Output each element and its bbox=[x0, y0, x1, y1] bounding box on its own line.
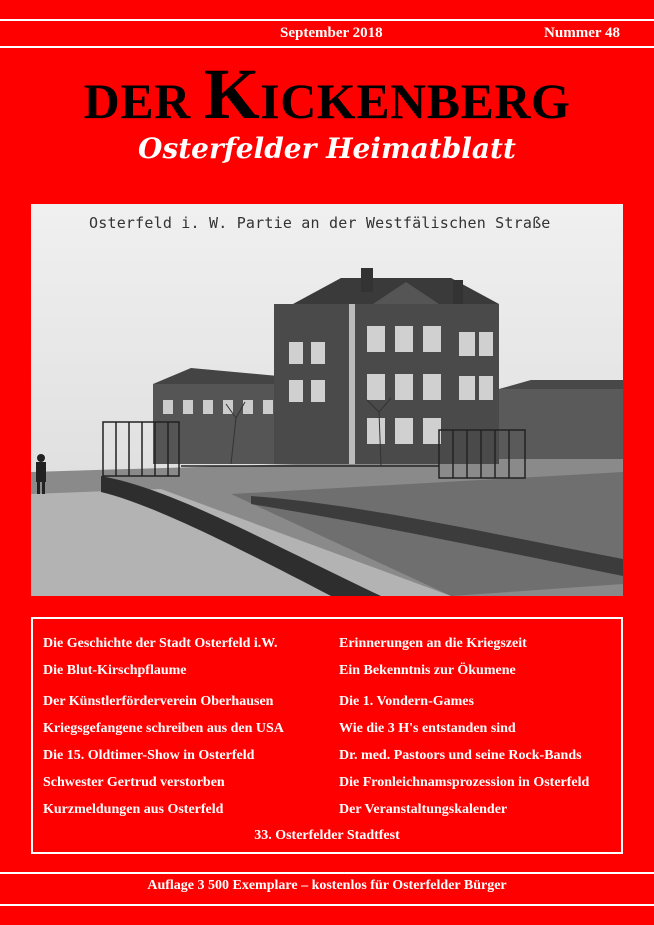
issue-number: Nummer 48 bbox=[544, 25, 620, 41]
toc-item: Erinnerungen an die Kriegszeit bbox=[339, 636, 527, 651]
magazine-subtitle: Osterfelder Heimatblatt bbox=[138, 132, 516, 165]
toc-item: Kurzmeldungen aus Osterfeld bbox=[43, 802, 224, 817]
title-prefix: DER bbox=[83, 73, 204, 129]
table-of-contents bbox=[31, 617, 623, 854]
issue-header bbox=[0, 20, 654, 46]
toc-highlight: 33. Osterfelder Stadtfest bbox=[254, 828, 400, 843]
issue-date: September 2018 bbox=[280, 25, 383, 41]
toc-item: Die Fronleichnamsprozession in Osterfeld bbox=[339, 775, 590, 790]
toc-item: Der Künstlerförderverein Oberhausen bbox=[43, 694, 274, 709]
toc-item: Die 15. Oldtimer-Show in Osterfeld bbox=[43, 748, 255, 763]
toc-item: Wie die 3 H's entstanden sind bbox=[339, 721, 516, 736]
toc-item: Der Veranstaltungskalender bbox=[339, 802, 508, 817]
toc-item: Schwester Gertrud verstorben bbox=[43, 775, 225, 790]
historic-building-photo bbox=[31, 204, 623, 596]
header-rule bbox=[0, 46, 654, 48]
footer-bottom-rule bbox=[0, 904, 654, 906]
magazine-title bbox=[0, 54, 654, 134]
cover-photo bbox=[31, 204, 623, 596]
circulation-note: Auflage 3 500 Exemplare – kostenlos für Osterfelder Bürger bbox=[147, 878, 507, 893]
footer-top-rule bbox=[0, 872, 654, 874]
toc-item: Die Geschichte der Stadt Osterfeld i.W. bbox=[43, 636, 278, 651]
title-initial: K bbox=[203, 54, 261, 134]
title-rest: ICKENBERG bbox=[260, 73, 571, 129]
toc-item: Ein Bekenntnis zur Ökumene bbox=[339, 663, 516, 678]
toc-item: Dr. med. Pastoors und seine Rock-Bands bbox=[339, 748, 582, 763]
toc-item: Die 1. Vondern-Games bbox=[339, 694, 474, 709]
photo-caption: Osterfeld i. W. Partie an der Westfälischen Straße bbox=[89, 214, 551, 232]
toc-item: Die Blut-Kirschpflaume bbox=[43, 663, 187, 678]
toc-item: Kriegsgefangene schreiben aus den USA bbox=[43, 721, 284, 736]
